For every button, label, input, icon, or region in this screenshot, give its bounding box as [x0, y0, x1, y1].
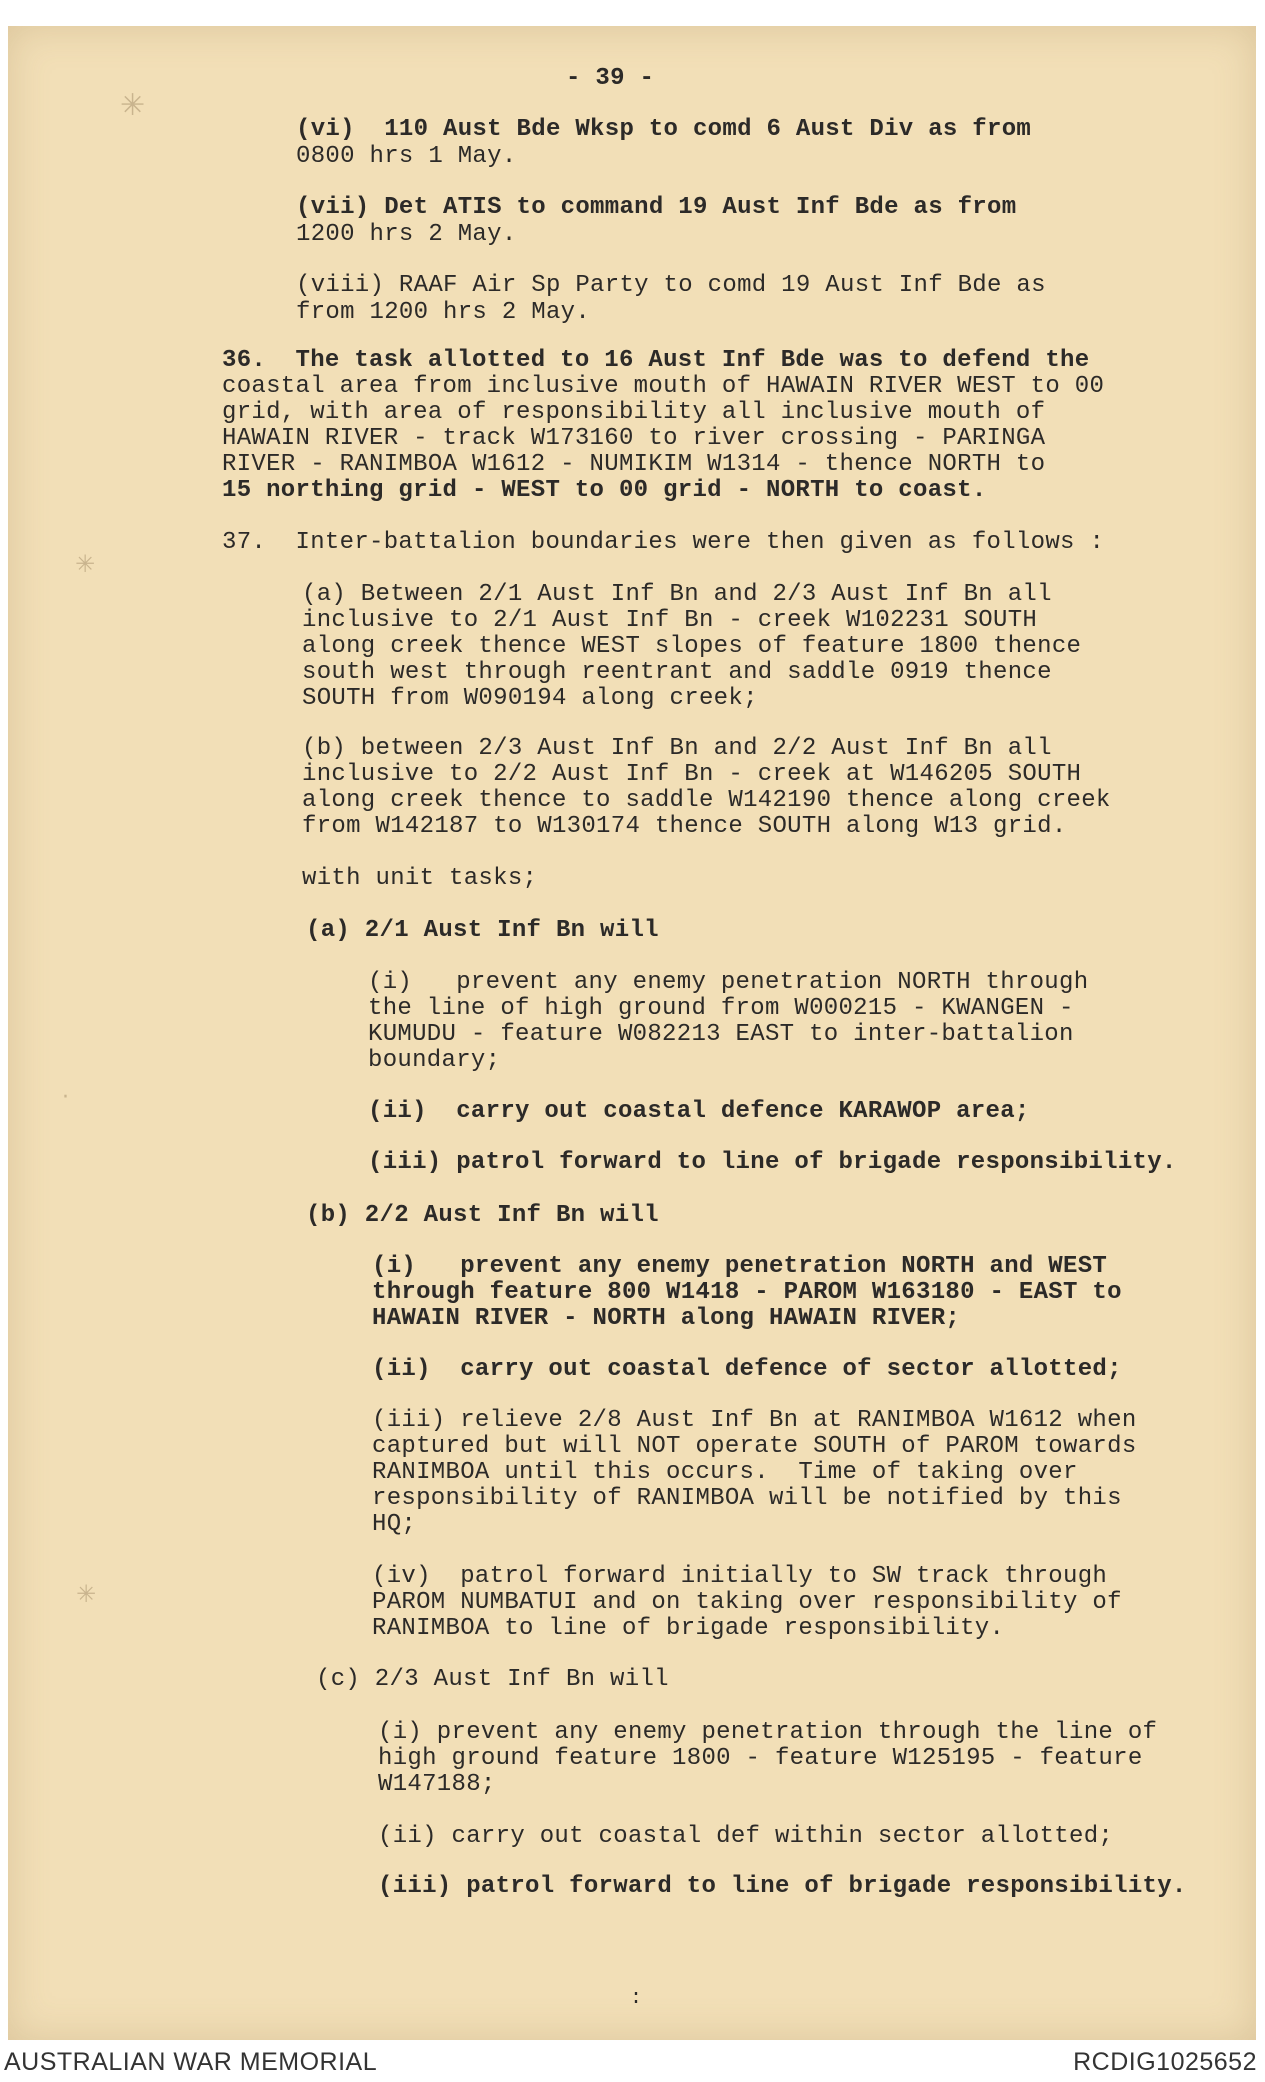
text-line: (b) between 2/3 Aust Inf Bn and 2/2 Aust Inf Bn all [302, 735, 1052, 762]
text-line: 36. The task allotted to 16 Aust Inf Bde was to defend the [222, 347, 1090, 374]
footer-source: AUSTRALIAN WAR MEMORIAL [4, 2048, 378, 2076]
text-line: (iv) patrol forward initially to SW track through [372, 1563, 1108, 1590]
text-line: (viii) RAAF Air Sp Party to comd 19 Aust Inf Bde as [296, 272, 1046, 299]
punch-mark: : [630, 1987, 643, 2010]
text-line: KUMUDU - feature W082213 EAST to inter-battalion [368, 1021, 1074, 1048]
text-line: along creek thence to saddle W142190 thence along creek [302, 787, 1111, 814]
unit-tasks-heading: with unit tasks; [302, 865, 538, 892]
text-line: 0800 hrs 1 May. [296, 143, 517, 170]
task-a-heading: (a) 2/1 Aust Inf Bn will [306, 917, 659, 944]
text-line: grid, with area of responsibility all inclusive mouth of [222, 399, 1046, 426]
text-line: inclusive to 2/1 Aust Inf Bn - creek W102231 SOUTH [302, 607, 1038, 634]
text-line: responsibility of RANIMBOA will be notified by this [372, 1485, 1122, 1512]
text-line: HQ; [372, 1511, 417, 1538]
paper-mark: · [62, 1085, 69, 1110]
task-b-heading: (b) 2/2 Aust Inf Bn will [306, 1202, 659, 1229]
text-line: (vii) Det ATIS to command 19 Aust Inf Bde as from [296, 194, 1017, 221]
text-line: through feature 800 W1418 - PAROM W163180 - EAST to [372, 1279, 1122, 1306]
text-line: PAROM NUMBATUI and on taking over responsibility of [372, 1589, 1122, 1616]
task-c-ii: (ii) carry out coastal def within sector allotted; [378, 1823, 1114, 1850]
text-line: along creek thence WEST slopes of feature 1800 thence [302, 633, 1082, 660]
task-b-ii: (ii) carry out coastal defence of sector allotted; [372, 1356, 1122, 1383]
text-line: HAWAIN RIVER - NORTH along HAWAIN RIVER; [372, 1305, 961, 1332]
text-line: captured but will NOT operate SOUTH of PAROM towards [372, 1433, 1137, 1460]
text-line: RANIMBOA until this occurs. Time of taking over [372, 1459, 1078, 1486]
text-line: (i) prevent any enemy penetration through the line of [378, 1719, 1158, 1746]
text-line: (i) prevent any enemy penetration NORTH and WEST [372, 1253, 1108, 1280]
paper-mark: ✳ [75, 550, 96, 578]
text-line: RANIMBOA to line of brigade responsibility. [372, 1615, 1005, 1642]
paragraph-37: 37. Inter-battalion boundaries were then given as follows : [222, 529, 1105, 556]
text-line: 15 northing grid - WEST to 00 grid - NORTH to coast. [222, 477, 987, 504]
text-line: (a) Between 2/1 Aust Inf Bn and 2/3 Aust Inf Bn all [302, 581, 1052, 608]
text-line: SOUTH from W090194 along creek; [302, 685, 758, 712]
text-line: (iii) relieve 2/8 Aust Inf Bn at RANIMBOA W1612 when [372, 1407, 1137, 1434]
text-line: HAWAIN RIVER - track W173160 to river crossing - PARINGA [222, 425, 1046, 452]
page-number: - 39 - [566, 65, 655, 92]
text-line: RIVER - RANIMBOA W1612 - NUMIKIM W1314 - thence NORTH to [222, 451, 1046, 478]
footer-id: RCDIG1025652 [1073, 2048, 1257, 2076]
text-line: high ground feature 1800 - feature W125195 - feature [378, 1745, 1143, 1772]
text-line: W147188; [378, 1771, 496, 1798]
paper-mark: ✳ [120, 88, 146, 123]
text-line: (i) prevent any enemy penetration NORTH through [368, 969, 1089, 996]
text-line: from W142187 to W130174 thence SOUTH along W13 grid. [302, 813, 1067, 840]
text-line: inclusive to 2/2 Aust Inf Bn - creek at W146205 SOUTH [302, 761, 1082, 788]
task-c-heading: (c) 2/3 Aust Inf Bn will [316, 1666, 669, 1693]
task-a-ii: (ii) carry out coastal defence KARAWOP area; [368, 1098, 1030, 1125]
task-a-iii: (iii) patrol forward to line of brigade responsibility. [368, 1149, 1177, 1176]
text-line: south west through reentrant and saddle 0919 thence [302, 659, 1052, 686]
text-line: boundary; [368, 1047, 501, 1074]
text-line: the line of high ground from W000215 - KWANGEN - [368, 995, 1074, 1022]
task-c-iii: (iii) patrol forward to line of brigade responsibility. [378, 1873, 1187, 1900]
text-line: (vi) 110 Aust Bde Wksp to comd 6 Aust Div as from [296, 116, 1032, 143]
text-line: coastal area from inclusive mouth of HAWAIN RIVER WEST to 00 [222, 373, 1105, 400]
text-line: 1200 hrs 2 May. [296, 221, 517, 248]
paper-mark: ✳ [76, 1580, 97, 1608]
text-line: from 1200 hrs 2 May. [296, 299, 591, 326]
